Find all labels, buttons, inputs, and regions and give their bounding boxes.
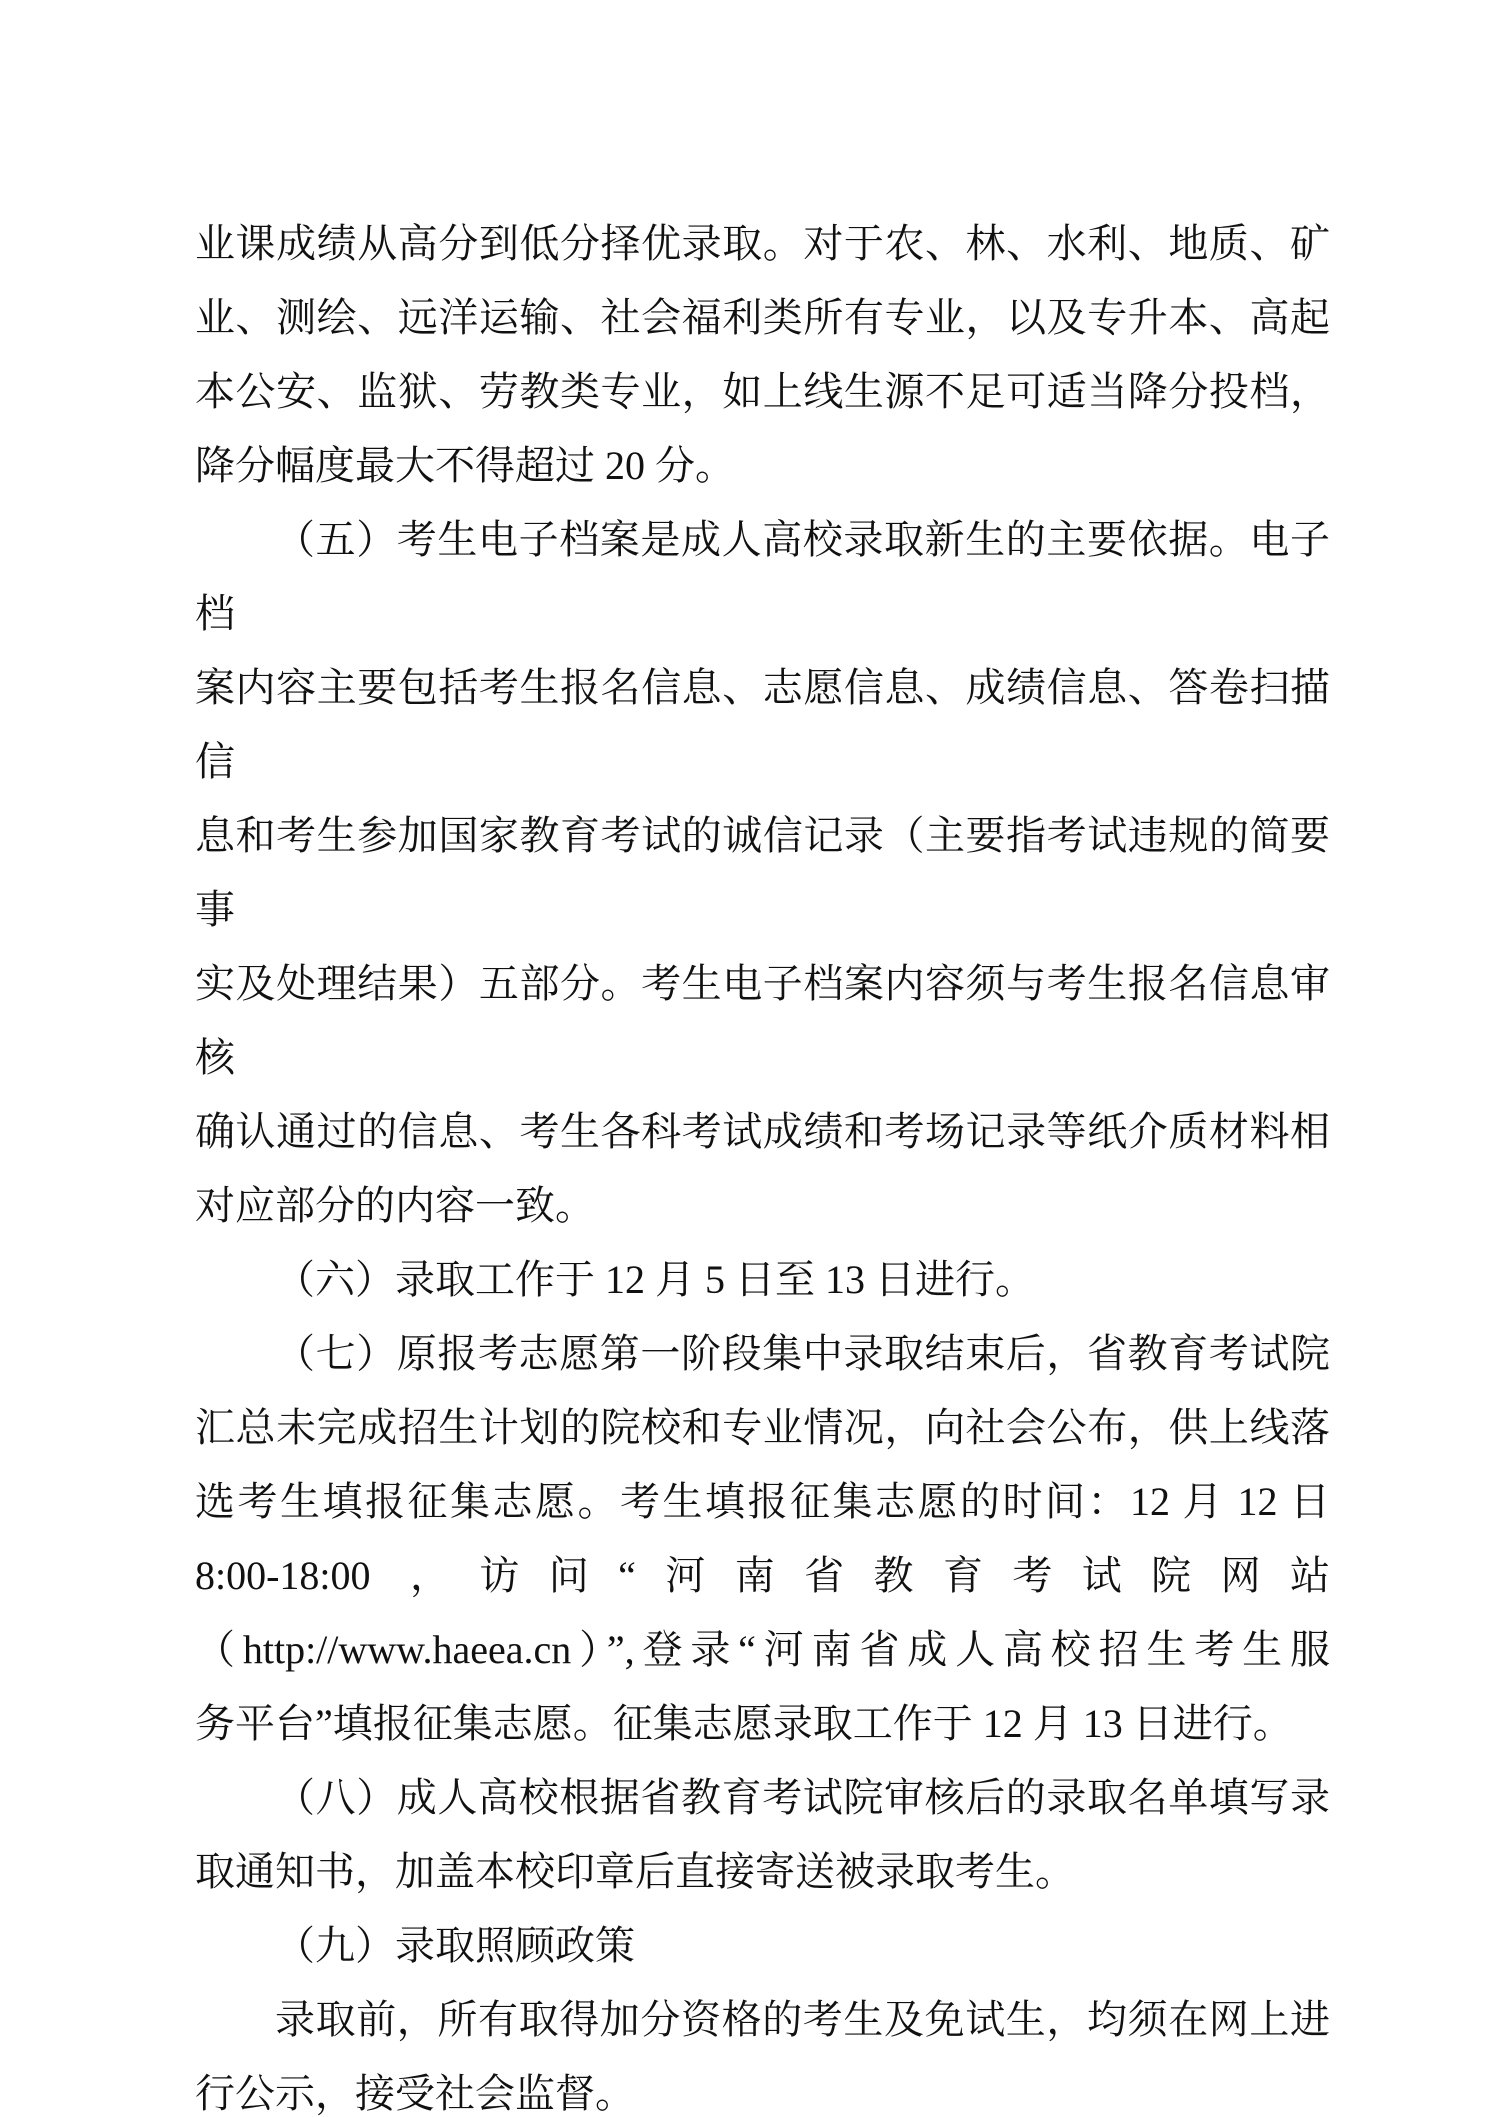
text-line: （八）成人高校根据省教育考试院审核后的录取名单填写录 xyxy=(275,1775,1330,1820)
text-line: （http://www.haeea.cn）”,登录“河南省成人高校招生考生服 xyxy=(195,1627,1330,1672)
text-line: 息和考生参加国家教育考试的诚信记录（主要指考试违规的简要事 xyxy=(195,813,1330,932)
text-line: （六）录取工作于 12 月 5 日至 13 日进行。 xyxy=(275,1257,1035,1302)
text-line: 取通知书，加盖本校印章后直接寄送被录取考生。 xyxy=(195,1849,1075,1894)
text-line: 案内容主要包括考生报名信息、志愿信息、成绩信息、答卷扫描信 xyxy=(195,665,1330,784)
document-body xyxy=(195,207,1330,2117)
text-line: （七）原报考志愿第一阶段集中录取结束后，省教育考试院 xyxy=(275,1331,1330,1376)
text-line: 业课成绩从高分到低分择优录取。对于农、林、水利、地质、矿 xyxy=(195,221,1330,266)
text-line: （九）录取照顾政策 xyxy=(275,1923,635,1968)
text-line: 确认通过的信息、考生各科考试成绩和考场记录等纸介质材料相 xyxy=(195,1109,1330,1154)
text-line: （五）考生电子档案是成人高校录取新生的主要依据。电子档 xyxy=(195,517,1330,636)
text-line: 汇总未完成招生计划的院校和专业情况，向社会公布，供上线落 xyxy=(195,1405,1330,1450)
text-line: 本公安、监狱、劳教类专业，如上线生源不足可适当降分投档， xyxy=(195,369,1330,414)
text-line: 对应部分的内容一致。 xyxy=(195,1183,595,1228)
text-line: 实及处理结果）五部分。考生电子档案内容须与考生报名信息审核 xyxy=(195,961,1330,1080)
text-line: 行公示，接受社会监督。 xyxy=(195,2071,635,2116)
text-line: 8:00-18:00 ，访问“河南省教育考试院网站 xyxy=(195,1553,1330,1598)
text-line: 选考生填报征集志愿。考生填报征集志愿的时间：12 月 12 日 xyxy=(195,1479,1330,1524)
text-line: 录取前，所有取得加分资格的考生及免试生，均须在网上进 xyxy=(275,1997,1330,2042)
text-line: 务平台”填报征集志愿。征集志愿录取工作于 12 月 13 日进行。 xyxy=(195,1701,1293,1746)
text-line: 降分幅度最大不得超过 20 分。 xyxy=(195,443,735,488)
text-line: 业、测绘、远洋运输、社会福利类所有专业，以及专升本、高起 xyxy=(195,295,1330,340)
